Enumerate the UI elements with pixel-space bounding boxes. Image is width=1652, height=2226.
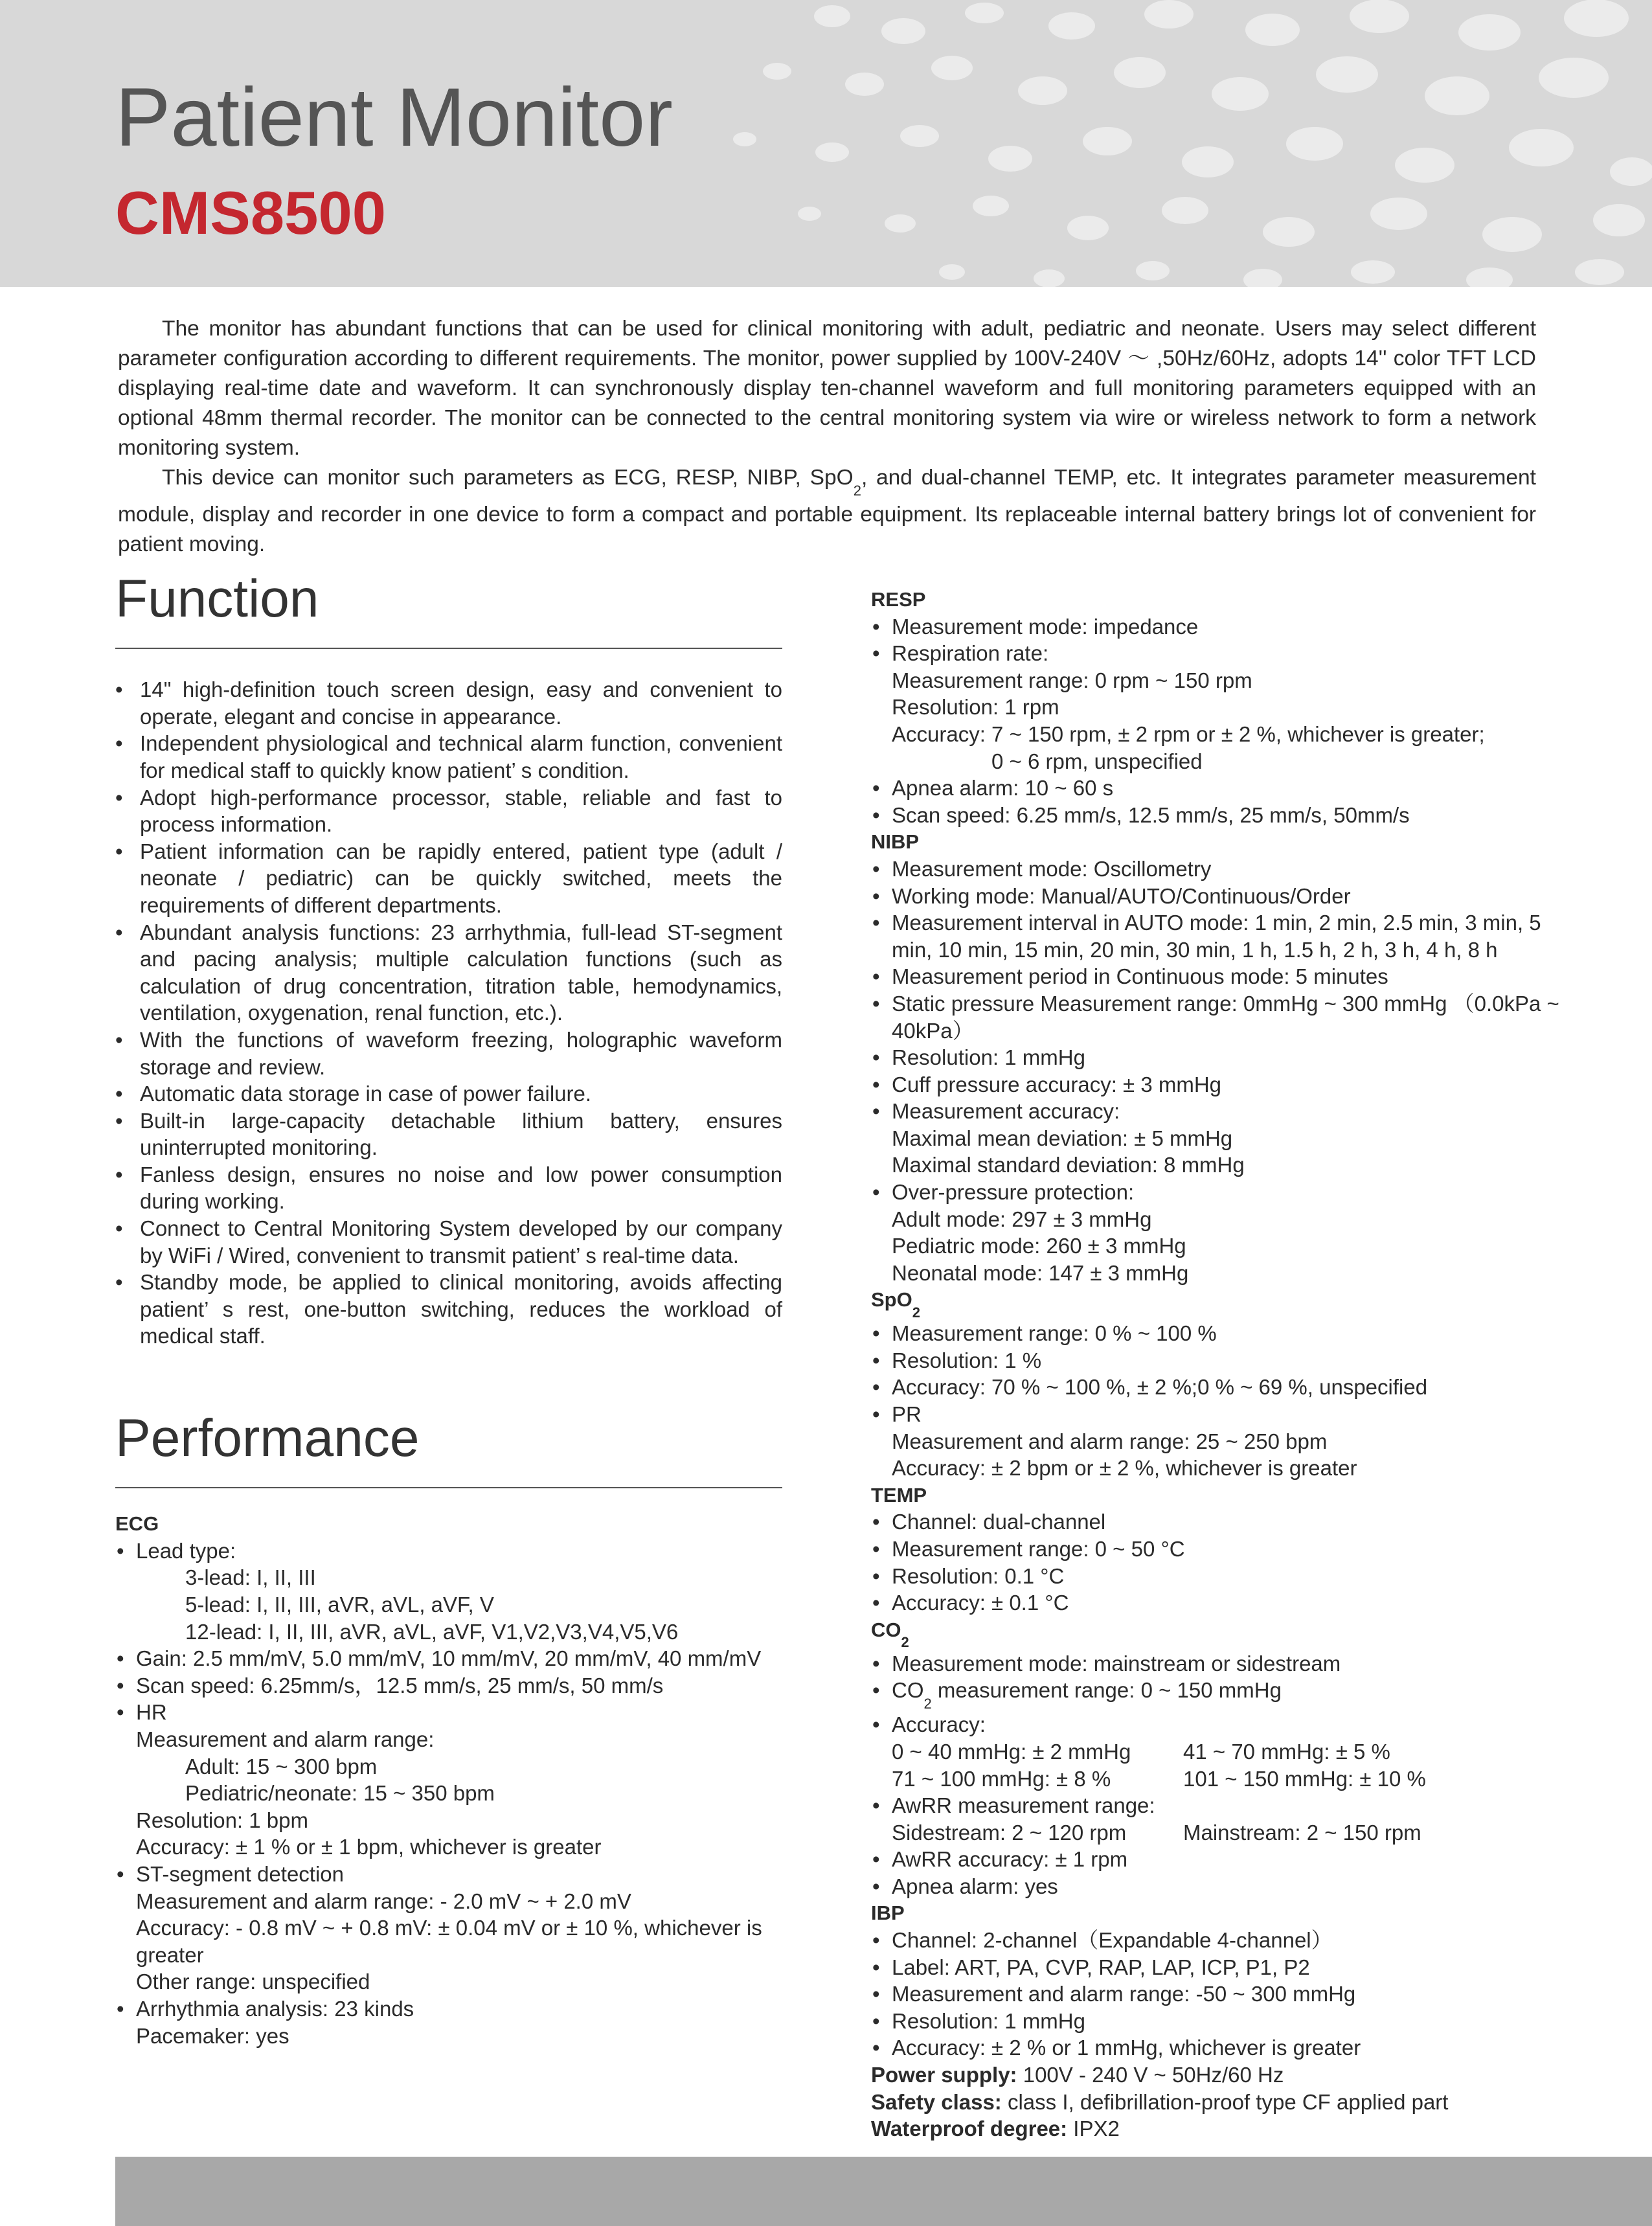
list-item: • Respiration rate: Measurement range: 0 rpm ~ 150 rpm Resolution: 1 rpm Accuracy: 7 ~ 150 rpm, ± 2 rpm or ± 2 %, whichever is greater; 0 ~ 6 rpm, unspecified: [872, 641, 1485, 773]
resp-specs: [871, 613, 1570, 829]
safety-class: Safety class: class I, defibrillation-proof type CF applied part: [871, 2089, 1449, 2114]
list-item: • Measurement accuracy: Maximal mean deviation: ± 5 mmHg Maximal standard deviation: 8 mmHg: [872, 1099, 1245, 1177]
nibp-title: NIBP: [871, 830, 920, 854]
spo2-specs: [871, 1320, 1570, 1482]
list-item: • HR Measurement and alarm range: Adult: 15 ~ 300 bpm Pediatric/neonate: 15 ~ 350 bpm Resolution: 1 bpm Accuracy: ± 1 % or ± 1 bpm, whichever is greater: [117, 1700, 602, 1859]
list-item: • Arrhythmia analysis: 23 kinds Pacemaker: yes: [117, 1996, 414, 2048]
list-item: • Cuff pressure accuracy: ± 3 mmHg: [872, 1072, 1222, 1096]
list-item: • Scan speed: 6.25 mm/s, 12.5 mm/s, 25 mm/s, 50mm/s: [872, 802, 1410, 827]
list-item: • Measurement range: 0 ~ 50 °C: [872, 1536, 1185, 1561]
list-item: • Channel: dual-channel: [872, 1510, 1106, 1534]
list-item: • Independent physiological and technical alarm function, convenient for medical staff to quickly know patient’ s condition.: [115, 731, 782, 782]
left-column: [115, 570, 782, 2049]
list-item: • Measurement and alarm range: -50 ~ 300 mmHg: [872, 1982, 1356, 2006]
list-item: • Automatic data storage in case of power failure.: [115, 1082, 592, 1106]
function-heading: Function: [115, 570, 782, 649]
list-item: • Gain: 2.5 mm/mV, 5.0 mm/mV, 10 mm/mV, 20 mm/mV, 40 mm/mV: [117, 1646, 762, 1671]
list-item: • Measurement mode: impedance: [872, 614, 1199, 639]
co2-specs: [871, 1650, 1570, 1900]
list-item: • Standby mode, be applied to clinical monitoring, avoids affecting patient’ s rest, one-button switching, reduces the workload of medical staff.: [115, 1270, 782, 1348]
intro-text: [118, 314, 1536, 560]
list-item: • Measurement period in Continuous mode: 5 minutes: [872, 964, 1388, 989]
list-item: • Channel: 2-channel（Expandable 4-channel）: [872, 1928, 1333, 1953]
list-item: • Static pressure Measurement range: 0mmHg ~ 300 mmHg （0.0kPa ~ 40kPa）: [872, 991, 1559, 1043]
ecg-title: ECG: [115, 1512, 159, 1536]
list-item: • Over-pressure protection: Adult mode: 297 ± 3 mmHg Pediatric mode: 260 ± 3 mmHg Neonatal mode: 147 ± 3 mmHg: [872, 1180, 1189, 1285]
co2-title: $CO_2$: [871, 1618, 909, 1650]
list-item: • Working mode: Manual/AUTO/Continuous/Order: [872, 883, 1351, 908]
list-item: • Scan speed: 6.25mm/s，12.5 mm/s, 25 mm/s, 50 mm/s: [117, 1673, 664, 1698]
intro-paragraph-2: This device can monitor such parameters as ECG, RESP, NIBP, SpO$_2$, and dual-channel TEMP, etc. It integrates parameter measurement module, display and recorder in one device to form a compact and portable equipment. Its replaceable internal battery brings lot of convenient for patient moving.: [118, 466, 1536, 556]
function-list: [115, 676, 782, 1350]
right-column: [871, 586, 1570, 2142]
waterproof-degree: Waterproof degree: IPX2: [871, 2117, 1120, 2141]
nibp-specs: [871, 856, 1570, 1287]
list-item: • With the functions of waveform freezing, holographic waveform storage and review.: [115, 1027, 782, 1079]
list-item: • ST-segment detection Measurement and alarm range: - 2.0 mV ~ + 2.0 mV Accuracy: - 0.8 mV ~ + 0.8 mV: ± 0.04 mV or ± 10 %, whichever is greater Other range: unspecified: [117, 1861, 762, 1994]
list-item: • Patient information can be rapidly entered, patient type (adult / neonate / pediatric) can be quickly switched, meets the requirements of different departments.: [115, 839, 782, 917]
list-item: • Adopt high-performance processor, stable, reliable and fast to process information.: [115, 785, 782, 837]
list-item: • Apnea alarm: yes: [872, 1874, 1058, 1898]
list-item: • Built-in large-capacity detachable lithium battery, ensures uninterrupted monitoring.: [115, 1108, 782, 1160]
list-item: • Measurement interval in AUTO mode: 1 min, 2 min, 2.5 min, 3 min, 5 min, 10 min, 15 min, 20 min, 30 min, 1 h, 1.5 h, 2 h, 3 h, 4 h, 8 h: [872, 911, 1541, 962]
list-item: • $CO_2$ measurement range: 0 ~ 150 mmHg: [872, 1678, 1282, 1712]
list-item: • Abundant analysis functions: 23 arrhythmia, full-lead ST-segment and pacing analysis; multiple calculation functions (such as calculation of drug concentration, titration table, hemodynamics, ventilation, oxygenation, renal function, etc.).: [115, 920, 782, 1025]
footer-bar: [115, 2157, 1652, 2226]
list-item: • Measurement range: 0 % ~ 100 %: [872, 1321, 1217, 1346]
list-item: • Resolution: 1 %: [872, 1348, 1042, 1372]
list-item: • Accuracy: ± 2 % or 1 mmHg, whichever is greater: [872, 2036, 1361, 2060]
list-item: • Accuracy: ± 0.1 °C: [872, 1591, 1069, 1615]
model-name: CMS8500: [115, 179, 386, 247]
list-item: • Label: ART, PA, CVP, RAP, LAP, ICP, P1, P2: [872, 1955, 1310, 1979]
list-item: • Measurement mode: Oscillometry: [872, 856, 1212, 881]
list-item: • Accuracy: 70 % ~ 100 %, ± 2 %;0 % ~ 69 %, unspecified: [872, 1375, 1428, 1400]
ibp-title: IBP: [871, 1902, 905, 1925]
temp-specs: [871, 1508, 1570, 1616]
list-item: • Resolution: 1 mmHg: [872, 2008, 1085, 2033]
performance-heading: Performance: [115, 1409, 782, 1488]
ecg-specs: [115, 1538, 782, 2049]
list-item: • Accuracy: 0 ~ 40 mmHg: ± 2 mmHg 41 ~ 70 mmHg: ± 5 % 71 ~ 100 mmHg: ± 8 % 101 ~ 150 mmHg: ± 10 %: [872, 1712, 1426, 1791]
list-item: • Apnea alarm: 10 ~ 60 s: [872, 776, 1114, 801]
list-item: • Fanless design, ensures no noise and low power consumption during working.: [115, 1162, 782, 1214]
list-item: • Resolution: 1 mmHg: [872, 1045, 1085, 1070]
list-item: • Measurement mode: mainstream or sidestream: [872, 1651, 1341, 1675]
list-item: • AwRR measurement range: Sidestream: 2 ~ 120 rpm Mainstream: 2 ~ 150 rpm: [872, 1793, 1421, 1845]
header-banner: [0, 0, 1652, 287]
spo2-title: SpO$_2$: [871, 1288, 920, 1321]
list-item: • 14" high-definition touch screen design, easy and convenient to operate, elegant and concise in appearance.: [115, 677, 782, 729]
ibp-specs: [871, 1927, 1570, 2061]
list-item: • Lead type: 3-lead: I, II, III 5-lead: I, II, III, aVR, aVL, aVF, V 12-lead: I, II, III, aVR, aVL, aVF, V1,V2,V3,V4,V5,V6: [117, 1538, 679, 1644]
list-item: • Connect to Central Monitoring System developed by our company by WiFi / Wired, convenient to transmit patient’ s real-time data.: [115, 1216, 782, 1267]
list-item: • Resolution: 0.1 °C: [872, 1563, 1065, 1588]
temp-title: TEMP: [871, 1483, 927, 1506]
power-supply: Power supply: 100V - 240 V ~ 50Hz/60 Hz: [871, 2063, 1284, 2087]
page-title: Patient Monitor: [115, 71, 673, 164]
list-item: • AwRR accuracy: ± 1 rpm: [872, 1847, 1128, 1872]
list-item: • PR Measurement and alarm range: 25 ~ 250 bpm Accuracy: ± 2 bpm or ± 2 %, whichever is greater: [872, 1402, 1357, 1481]
resp-title: RESP: [871, 588, 926, 611]
intro-paragraph-1: The monitor has abundant functions that can be used for clinical monitoring with adult, pediatric and neonate. Users may select different parameter configuration according to different requirements. The monitor, power supplied by 100V-240V ～ ,50Hz/60Hz, adopts 14'' color TFT LCD displaying real-time date and waveform. It can synchronously display ten-channel waveform and full monitoring parameters equipped with an optional 48mm thermal recorder. The monitor can be connected to the central monitoring system via wire or wireless network to form a network monitoring system.: [118, 317, 1536, 460]
